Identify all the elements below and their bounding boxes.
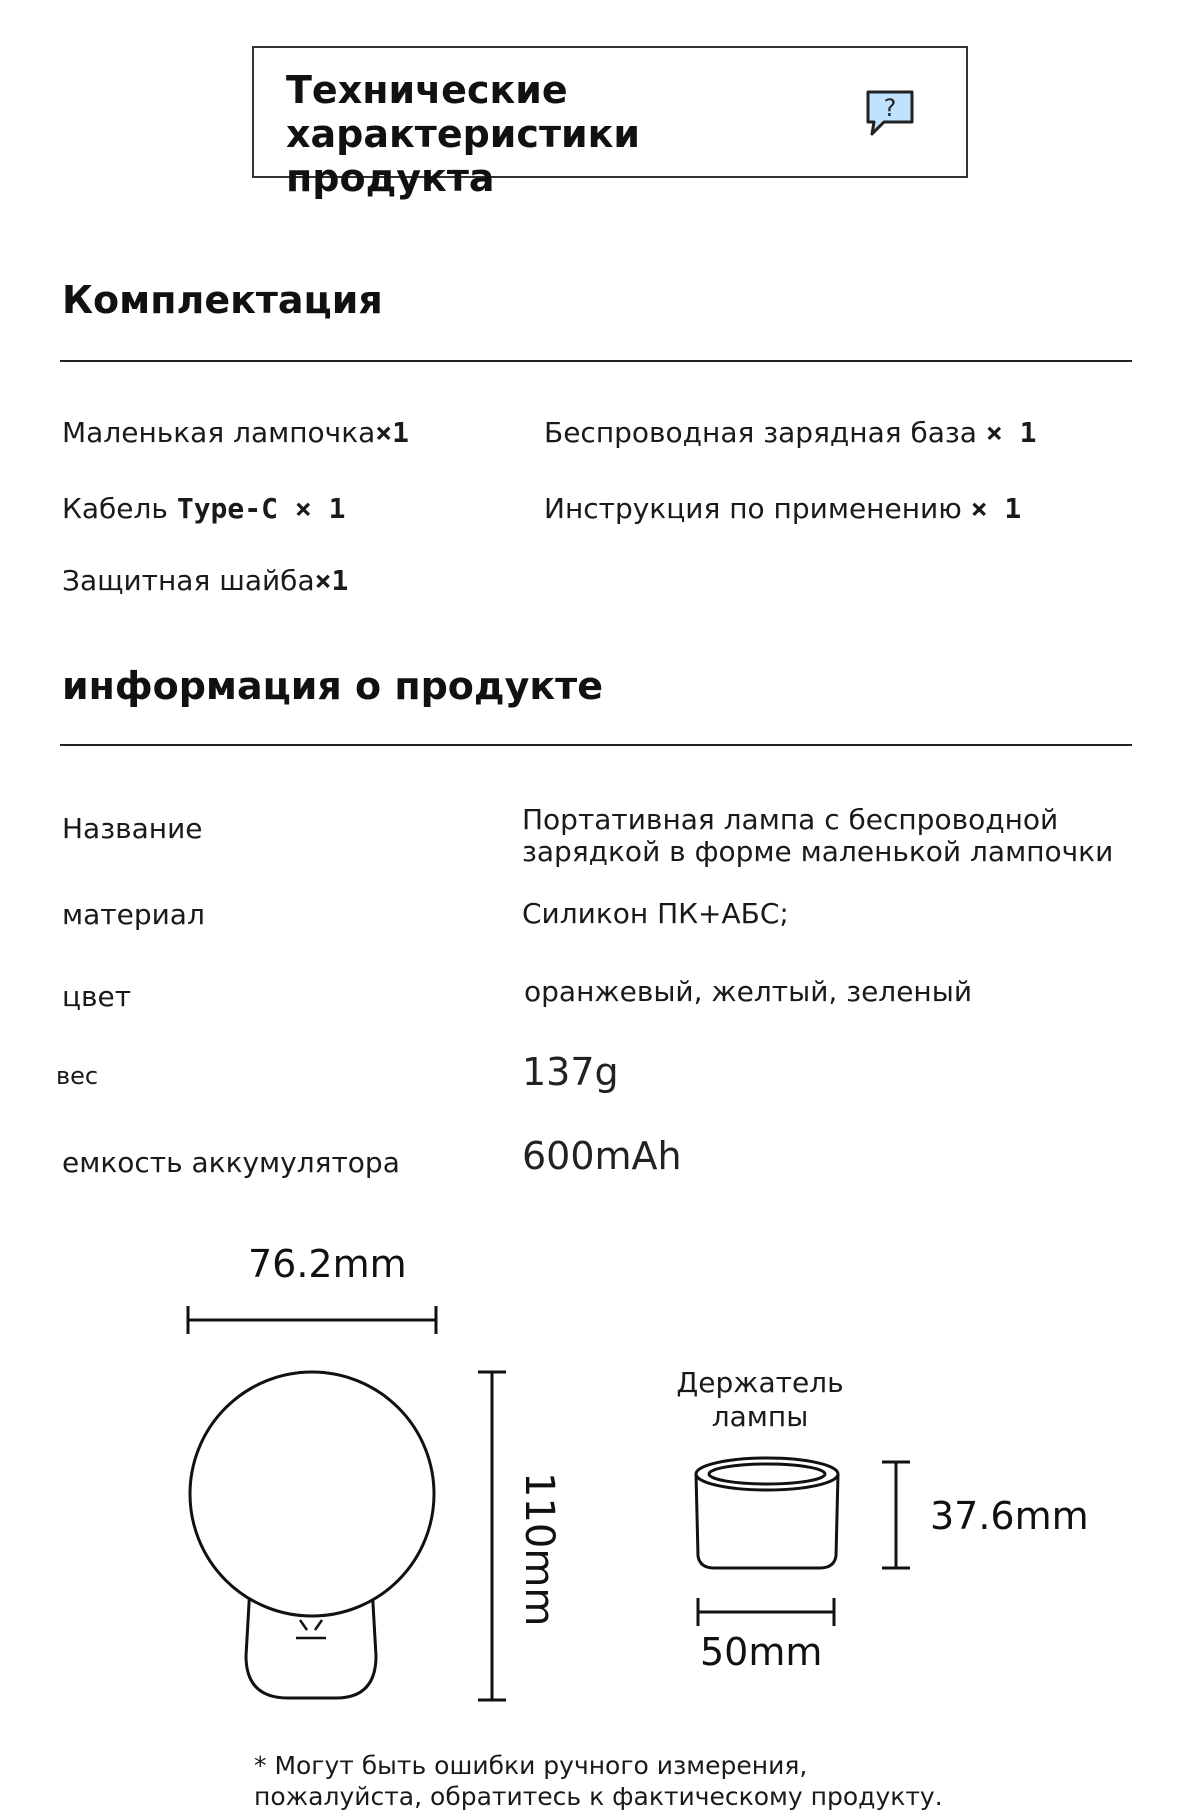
page-title: Технические характеристики продукта: [286, 68, 641, 200]
info-heading: информация о продукте: [62, 664, 603, 708]
package-item-qty: ×1: [314, 564, 349, 597]
lamp-width-label: 76.2mm: [248, 1242, 407, 1286]
spec-label-battery: емкость аккумулятора: [62, 1146, 400, 1179]
lamp-bulb-outline: [190, 1372, 434, 1698]
lamp-holder-outline: [696, 1458, 838, 1568]
lamp-width-dimension-line: [188, 1306, 436, 1334]
package-item-qty: × 1: [970, 492, 1022, 525]
holder-width-label: 50mm: [700, 1630, 823, 1674]
package-item-qty: ×1: [375, 416, 410, 449]
holder-height-label: 37.6mm: [930, 1494, 1089, 1538]
package-item-qty: × 1: [985, 416, 1037, 449]
package-item-type: Type-C: [176, 492, 278, 525]
package-item-name: Инструкция по применению: [544, 492, 971, 525]
holder-label: Держатель лампы: [676, 1366, 844, 1433]
spec-value-name: Портативная лампа с беспроводной зарядкой в форме маленькой лампочки: [522, 803, 1114, 868]
spec-label-name: Название: [62, 812, 203, 845]
package-item-name: Кабель: [62, 492, 177, 525]
help-icon-glyph: ?: [883, 94, 897, 122]
spec-label-material: материал: [62, 898, 205, 931]
holder-height-dimension-line: [882, 1462, 910, 1568]
spec-value-color: оранжевый, желтый, зеленый: [524, 975, 973, 1008]
spec-value-battery: 600mAh: [522, 1134, 682, 1178]
holder-width-dimension-line: [698, 1598, 834, 1626]
spec-value-weight: 137g: [522, 1050, 619, 1094]
package-item-name: Маленькая лампочка: [62, 416, 376, 449]
package-heading: Комплектация: [62, 278, 383, 322]
lamp-height-label: 110mm: [516, 1472, 562, 1627]
package-item-name: Защитная шайба: [62, 564, 315, 597]
lamp-height-dimension-line: [478, 1372, 506, 1700]
package-item-name: Беспроводная зарядная база: [544, 416, 986, 449]
package-item-qty: × 1: [278, 492, 346, 525]
measurement-note: * Могут быть ошибки ручного измерения, пожалуйста, обратитесь к фактическому продукту.: [254, 1751, 943, 1811]
spec-label-weight: вес: [56, 1062, 99, 1090]
spec-value-material: Силикон ПК+АБС;: [522, 897, 789, 930]
spec-label-color: цвет: [62, 980, 132, 1013]
